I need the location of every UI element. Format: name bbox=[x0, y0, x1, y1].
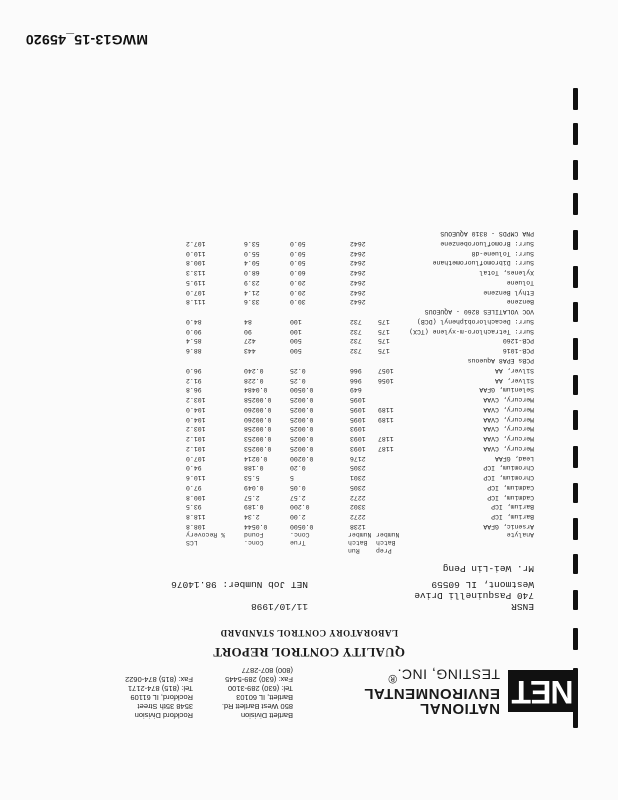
prep-batch-cell: 1187 bbox=[378, 435, 394, 443]
recovery-cell: 90.0 bbox=[186, 327, 202, 335]
recovery-cell: 96.8 bbox=[186, 386, 202, 394]
rockford-line: 3548 35th Street bbox=[137, 702, 193, 711]
conc-found-cell: 53.6 bbox=[244, 239, 260, 247]
conc-found-cell: 68.0 bbox=[244, 269, 260, 277]
run-batch-cell: 966 bbox=[350, 376, 362, 384]
run-batch-cell: 2642 bbox=[350, 288, 366, 296]
bartlett-line: 850 West Bartlett Rd. bbox=[221, 702, 293, 711]
true-conc-cell: 50.0 bbox=[290, 259, 306, 267]
col-header-conc-found: Conc. Found bbox=[244, 531, 264, 546]
recovery-cell: 101.2 bbox=[186, 444, 206, 452]
conc-found-cell: 0.00253 bbox=[244, 444, 272, 452]
prep-batch-cell: 1056 bbox=[378, 376, 394, 384]
binding-mark bbox=[573, 410, 578, 430]
run-batch-cell: 1238 bbox=[350, 523, 366, 530]
table-row bbox=[0, 374, 618, 384]
run-batch-cell: 1095 bbox=[350, 415, 366, 423]
table-row bbox=[0, 403, 618, 413]
table-row bbox=[0, 247, 618, 257]
binding-mark bbox=[573, 483, 578, 503]
conc-found-cell: 21.4 bbox=[244, 288, 260, 296]
analyte-cell: PCB-1016 bbox=[502, 347, 534, 355]
table-row bbox=[0, 510, 618, 520]
company-name bbox=[364, 666, 500, 716]
prep-batch-cell: 1187 bbox=[378, 444, 394, 452]
net-logo-mark: NET bbox=[508, 670, 578, 712]
attention-line: Mr. Wei-Lin Peng bbox=[442, 563, 534, 574]
results-table bbox=[0, 227, 618, 530]
binding-mark bbox=[573, 590, 578, 610]
analyte-cell: Silver, AA bbox=[494, 376, 534, 384]
analyte-cell: Chromium, ICP bbox=[483, 474, 534, 482]
conc-found-cell: 2.57 bbox=[244, 493, 260, 501]
company-name-line-3 bbox=[364, 666, 500, 686]
conc-found-cell: 33.6 bbox=[244, 298, 260, 306]
table-row bbox=[0, 315, 618, 325]
true-conc-cell: 0.0200 bbox=[290, 454, 314, 462]
recovery-cell: 100.8 bbox=[186, 493, 206, 501]
run-batch-cell: 2301 bbox=[350, 474, 366, 482]
analyte-cell: VOC VOLATILES 8260 - AQUEOUS bbox=[424, 308, 534, 316]
true-conc-cell: 0.0025 bbox=[290, 396, 314, 404]
true-conc-cell: 0.25 bbox=[290, 366, 306, 374]
analyte-cell: Mercury, CVAA bbox=[483, 435, 534, 443]
recovery-cell: 103.2 bbox=[186, 425, 206, 433]
recovery-cell: 84.0 bbox=[186, 317, 202, 325]
rockford-line: Fax: (815) 874-0622 bbox=[125, 675, 193, 684]
run-batch-cell: 732 bbox=[350, 347, 362, 355]
table-row bbox=[0, 296, 618, 306]
registered-mark: ® bbox=[387, 672, 398, 685]
rockford-line: Tel: (815) 874-2171 bbox=[127, 684, 193, 693]
analyte-cell: Mercury, CVAA bbox=[483, 405, 534, 413]
run-batch-cell: 1095 bbox=[350, 405, 366, 413]
binding-mark bbox=[573, 193, 578, 215]
bartlett-line: Fax: (630) 289-5445 bbox=[225, 675, 293, 684]
run-batch-cell: 732 bbox=[350, 317, 362, 325]
prep-batch-cell: 1189 bbox=[378, 405, 394, 413]
recovery-cell: 88.6 bbox=[186, 347, 202, 355]
run-batch-cell: 649 bbox=[350, 386, 362, 394]
true-conc-cell: 60.0 bbox=[290, 269, 306, 277]
prep-batch-cell: 1057 bbox=[378, 366, 394, 374]
table-row bbox=[0, 432, 618, 442]
binding-mark bbox=[573, 554, 578, 574]
run-batch-cell: 732 bbox=[350, 337, 362, 345]
analyte-cell: Surr: Bromofluorobenzene bbox=[440, 239, 534, 247]
conc-found-cell: 443 bbox=[244, 347, 256, 355]
rockford-line: Rockford, IL 61109 bbox=[130, 693, 193, 702]
analyte-cell: Mercury, CVAA bbox=[483, 415, 534, 423]
analyte-cell: Silver, AA bbox=[494, 366, 534, 374]
binding-mark bbox=[573, 706, 578, 728]
conc-found-cell: 0.00253 bbox=[244, 435, 272, 443]
conc-found-cell: 0.189 bbox=[244, 503, 264, 511]
true-conc-cell: 100 bbox=[290, 327, 302, 335]
table-row bbox=[0, 286, 618, 296]
conc-found-cell: 0.0544 bbox=[244, 523, 268, 530]
true-conc-cell: 50.0 bbox=[290, 249, 306, 257]
binding-mark bbox=[573, 266, 578, 288]
recovery-cell: 93.5 bbox=[186, 503, 202, 511]
analyte-cell: Mercury, CVAA bbox=[483, 425, 534, 433]
run-batch-cell: 2642 bbox=[350, 259, 366, 267]
run-batch-cell: 1093 bbox=[350, 425, 366, 433]
col-header-true-conc: True Conc. bbox=[290, 531, 310, 546]
col-header-analyte: Analyte bbox=[506, 531, 534, 538]
conc-found-cell: 50.4 bbox=[244, 259, 260, 267]
bartlett-line: Bartlett Division bbox=[240, 711, 293, 720]
table-row bbox=[0, 364, 618, 374]
true-conc-cell: 0.0500 bbox=[290, 523, 314, 530]
run-batch-cell: 2272 bbox=[350, 493, 366, 501]
analyte-cell: Surr: Tetrachloro-m-xylene (TCX) bbox=[409, 327, 534, 335]
table-row bbox=[0, 305, 618, 315]
conc-found-cell: 0.00258 bbox=[244, 396, 272, 404]
true-conc-cell: 20.0 bbox=[290, 278, 306, 286]
true-conc-cell: 0.0500 bbox=[290, 386, 314, 394]
bartlett-line: Bartlett, IL 60103 bbox=[236, 693, 293, 702]
binding-mark bbox=[573, 338, 578, 360]
binding-mark bbox=[573, 446, 578, 468]
analyte-cell: Arsenic, GFAA bbox=[483, 523, 534, 530]
table-row bbox=[0, 481, 618, 491]
true-conc-cell: 2.00 bbox=[290, 513, 306, 521]
run-batch-cell: 2642 bbox=[350, 249, 366, 257]
conc-found-cell: 0.00260 bbox=[244, 405, 272, 413]
binding-mark bbox=[573, 302, 578, 322]
report-title: QUALITY CONTROL REPORT bbox=[212, 645, 406, 660]
col-header-run-batch: Run Batch Number bbox=[348, 531, 372, 554]
true-conc-cell: 100 bbox=[290, 317, 302, 325]
true-conc-cell: 0.20 bbox=[290, 464, 306, 472]
conc-found-cell: 0.049 bbox=[244, 483, 264, 491]
run-batch-cell: 2305 bbox=[350, 483, 366, 491]
prep-batch-cell: 175 bbox=[378, 317, 390, 325]
table-row bbox=[0, 501, 618, 511]
run-batch-cell: 2272 bbox=[350, 513, 366, 521]
table-row bbox=[0, 344, 618, 354]
analyte-cell: PCBs EPA8 Aqueous bbox=[467, 356, 534, 364]
table-row bbox=[0, 237, 618, 247]
recovery-cell: 94.0 bbox=[186, 464, 202, 472]
recovery-cell: 118.8 bbox=[186, 513, 206, 521]
run-batch-cell: 2642 bbox=[350, 298, 366, 306]
recovery-cell: 104.0 bbox=[186, 405, 206, 413]
table-row bbox=[0, 393, 618, 403]
table-row bbox=[0, 442, 618, 452]
col-header-recovery: LCS % Recovery bbox=[186, 531, 226, 546]
company-name-line-3-text: TESTING, INC. bbox=[397, 666, 500, 683]
run-batch-cell: 2642 bbox=[350, 239, 366, 247]
true-conc-cell: 30.0 bbox=[290, 298, 306, 306]
table-row bbox=[0, 452, 618, 462]
recovery-cell: 100.8 bbox=[186, 259, 206, 267]
conc-found-cell: 84 bbox=[244, 317, 252, 325]
true-conc-cell: 0.25 bbox=[290, 376, 306, 384]
analyte-cell: Cadmium, ICP bbox=[487, 483, 534, 491]
analyte-cell: Chromium, ICP bbox=[483, 464, 534, 472]
true-conc-cell: 0.0025 bbox=[290, 435, 314, 443]
recovery-cell: 111.8 bbox=[186, 298, 206, 306]
conc-found-cell: 23.9 bbox=[244, 278, 260, 286]
recovery-cell: 97.0 bbox=[186, 483, 202, 491]
run-batch-cell: 2305 bbox=[350, 464, 366, 472]
analyte-cell: Surr: Decachlorobiphenyl (DCB) bbox=[416, 317, 534, 325]
table-row bbox=[0, 335, 618, 345]
client-address: 740 Pasquinelli Drive bbox=[414, 590, 534, 601]
analyte-cell: Toluene bbox=[506, 278, 534, 286]
recovery-cell: 96.0 bbox=[186, 366, 202, 374]
recovery-cell: 103.2 bbox=[186, 396, 206, 404]
run-batch-cell: 2176 bbox=[350, 454, 366, 462]
table-row bbox=[0, 325, 618, 335]
report-date: 11/10/1998 bbox=[250, 601, 308, 612]
binding-mark bbox=[573, 628, 578, 650]
run-batch-cell: 2642 bbox=[350, 278, 366, 286]
bartlett-line: Tel: (630) 289-3100 bbox=[227, 684, 293, 693]
conc-found-cell: 0.00260 bbox=[244, 415, 272, 423]
job-number: NET Job Number: 98.14076 bbox=[171, 579, 308, 590]
analyte-cell: Mercury, CVAA bbox=[483, 396, 534, 404]
true-conc-cell: 50.0 bbox=[290, 239, 306, 247]
run-batch-cell: 1095 bbox=[350, 396, 366, 404]
run-batch-cell: 732 bbox=[350, 327, 362, 335]
conc-found-cell: 5.53 bbox=[244, 474, 260, 482]
table-row bbox=[0, 491, 618, 501]
analyte-cell: Surr: Dibromofluoromethane bbox=[432, 259, 534, 267]
true-conc-cell: 0.0025 bbox=[290, 444, 314, 452]
true-conc-cell: 500 bbox=[290, 337, 302, 345]
conc-found-cell: 0.228 bbox=[244, 376, 264, 384]
recovery-cell: 101.2 bbox=[186, 435, 206, 443]
true-conc-cell: 0.0025 bbox=[290, 415, 314, 423]
table-row bbox=[0, 413, 618, 423]
client-city: Westmont, IL 60559 bbox=[431, 579, 534, 590]
binding-mark bbox=[573, 88, 578, 110]
true-conc-cell: 0.05 bbox=[290, 483, 306, 491]
true-conc-cell: 5 bbox=[290, 474, 294, 482]
table-row bbox=[0, 384, 618, 394]
recovery-cell: 113.3 bbox=[186, 269, 206, 277]
bartlett-line: (800) 807-2877 bbox=[241, 666, 293, 675]
analyte-cell: Ethyl Benzene bbox=[483, 288, 534, 296]
analyte-cell: PNA CMPDS - 8310 AQUEOUS bbox=[440, 230, 534, 238]
document-stamp: MWG13-15_45920 bbox=[25, 32, 148, 48]
table-row bbox=[0, 227, 618, 237]
conc-found-cell: 90 bbox=[244, 327, 252, 335]
analyte-cell: Cadmium, ICP bbox=[487, 493, 534, 501]
analyte-cell: Mercury, CVAA bbox=[483, 444, 534, 452]
conc-found-cell: 0.00258 bbox=[244, 425, 272, 433]
col-header-prep-batch: Prep Batch Number bbox=[376, 531, 400, 554]
analyte-cell: Xylenes, Total bbox=[479, 269, 534, 277]
recovery-cell: 107.2 bbox=[186, 239, 206, 247]
prep-batch-cell: 1189 bbox=[378, 415, 394, 423]
company-name-line-2: ENVIRONMENTAL bbox=[363, 685, 500, 702]
analyte-cell: Selenium, GFAA bbox=[479, 386, 534, 394]
recovery-cell: 107.0 bbox=[186, 288, 206, 296]
true-conc-cell: 500 bbox=[290, 347, 302, 355]
analyte-cell: Benzene bbox=[506, 298, 534, 306]
analyte-cell: PCB-1260 bbox=[502, 337, 534, 345]
analyte-cell: Barium, ICP bbox=[491, 513, 534, 521]
conc-found-cell: 0.188 bbox=[244, 464, 264, 472]
binding-mark bbox=[573, 375, 578, 395]
prep-batch-cell: 175 bbox=[378, 347, 390, 355]
recovery-cell: 110.0 bbox=[186, 249, 206, 257]
prep-batch-cell: 175 bbox=[378, 337, 390, 345]
recovery-cell: 110.6 bbox=[186, 474, 206, 482]
run-batch-cell: 1093 bbox=[350, 444, 366, 452]
table-row bbox=[0, 266, 618, 276]
report-subtitle: LABORATORY CONTROL STANDARD bbox=[219, 628, 399, 638]
recovery-cell: 119.5 bbox=[186, 278, 206, 286]
rockford-line: Rockford Division bbox=[134, 711, 193, 720]
true-conc-cell: 0.200 bbox=[290, 503, 310, 511]
conc-found-cell: 55.0 bbox=[244, 249, 260, 257]
conc-found-cell: 0.240 bbox=[244, 366, 264, 374]
binding-mark bbox=[573, 668, 578, 688]
true-conc-cell: 0.0025 bbox=[290, 405, 314, 413]
analyte-cell: Surr: Toluene-d8 bbox=[471, 249, 534, 257]
true-conc-cell: 20.0 bbox=[290, 288, 306, 296]
binding-mark bbox=[573, 230, 578, 250]
client-name: ENSR bbox=[511, 601, 534, 612]
table-row bbox=[0, 257, 618, 267]
analyte-cell: Lead, GFAA bbox=[494, 454, 534, 462]
conc-found-cell: 0.0214 bbox=[244, 454, 268, 462]
recovery-cell: 108.8 bbox=[186, 523, 206, 530]
recovery-cell: 91.2 bbox=[186, 376, 202, 384]
binding-mark bbox=[573, 160, 578, 180]
run-batch-cell: 3302 bbox=[350, 503, 366, 511]
rockford-address bbox=[125, 675, 193, 720]
company-name-line-1: NATIONAL bbox=[419, 700, 500, 717]
table-row bbox=[0, 354, 618, 364]
table-row bbox=[0, 276, 618, 286]
company-logo bbox=[364, 666, 578, 716]
table-row bbox=[0, 471, 618, 481]
binding-mark bbox=[573, 123, 578, 145]
true-conc-cell: 2.57 bbox=[290, 493, 306, 501]
table-row bbox=[0, 520, 618, 530]
table-row bbox=[0, 423, 618, 433]
table-row bbox=[0, 462, 618, 472]
conc-found-cell: 2.34 bbox=[244, 513, 260, 521]
binding-mark bbox=[573, 518, 578, 540]
recovery-cell: 104.0 bbox=[186, 415, 206, 423]
recovery-cell: 85.4 bbox=[186, 337, 202, 345]
conc-found-cell: 0.0484 bbox=[244, 386, 268, 394]
run-batch-cell: 966 bbox=[350, 366, 362, 374]
run-batch-cell: 1093 bbox=[350, 435, 366, 443]
bartlett-address bbox=[222, 666, 293, 720]
analyte-cell: Barium, ICP bbox=[491, 503, 534, 511]
recovery-cell: 107.0 bbox=[186, 454, 206, 462]
prep-batch-cell: 175 bbox=[378, 327, 390, 335]
run-batch-cell: 2642 bbox=[350, 269, 366, 277]
true-conc-cell: 0.0025 bbox=[290, 425, 314, 433]
conc-found-cell: 427 bbox=[244, 337, 256, 345]
